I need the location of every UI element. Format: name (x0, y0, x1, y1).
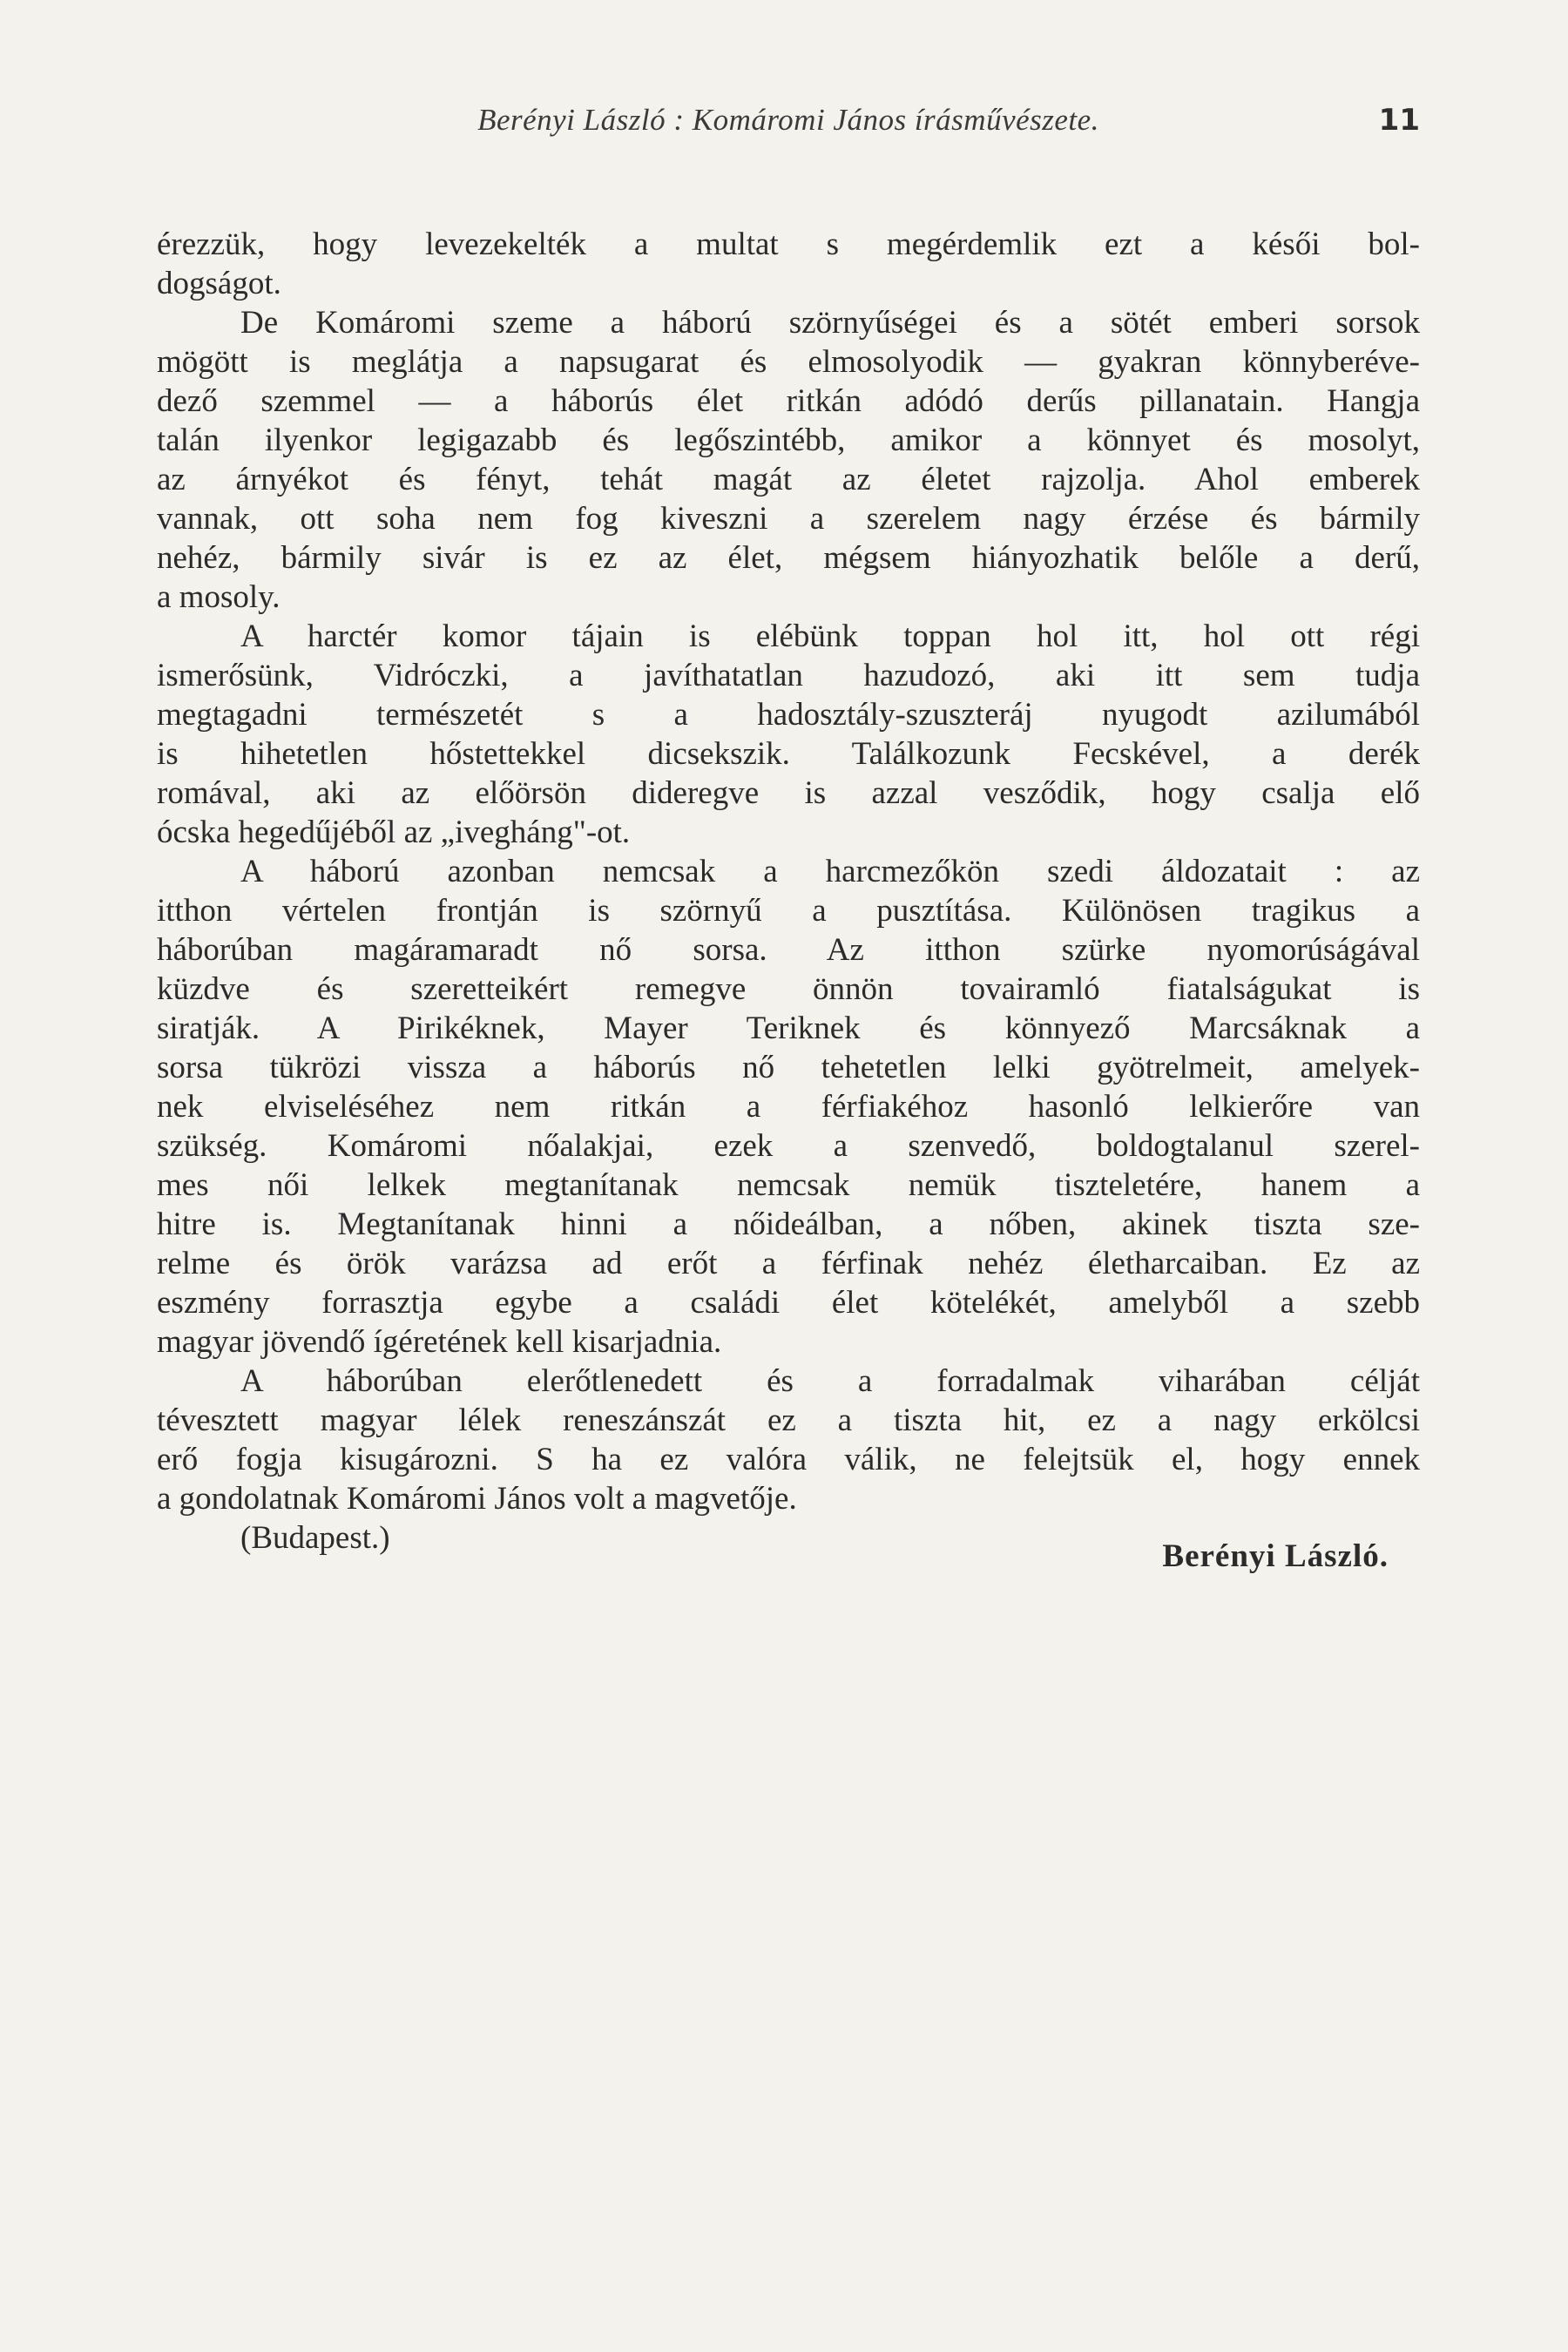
text-line: megtagadni természetét s a hadosztály-szuszteráj nyugodt azilumából (157, 697, 1420, 733)
text-line: vannak, ott soha nem fog kiveszni a szerelem nagy érzése és bármily (157, 501, 1420, 537)
text-line: relme és örök varázsa ad erőt a férfinak nehéz életharcaiban. Ez az (157, 1246, 1420, 1281)
text-line: az árnyékot és fényt, tehát magát az életet rajzolja. Ahol emberek (157, 462, 1420, 497)
text-line: hitre is. Megtanítanak hinni a nőideálban, a nőben, akinek tiszta sze- (157, 1206, 1420, 1242)
text-line: a mosoly. (157, 579, 280, 615)
text-line: érezzük, hogy levezekelték a multat s megérdemlik ezt a késői bol- (157, 226, 1420, 262)
text-line: A harctér komor tájain is elébünk toppan hol itt, hol ott régi (240, 618, 1420, 654)
text-line: háborúban magáramaradt nő sorsa. Az itthon szürke nyomorúságával (157, 932, 1420, 968)
text-line: dogságot. (157, 266, 281, 301)
text-line: is hihetetlen hőstettekkel dicsekszik. Találkozunk Fecskével, a derék (157, 736, 1420, 772)
text-line: nek elviseléséhez nem ritkán a férfiakéhoz hasonló lelkierőre van (157, 1089, 1420, 1125)
text-line: mögött is meglátja a napsugarat és elmosolyodik — gyakran könnyberéve- (157, 344, 1420, 380)
text-line: ismerősünk, Vidróczki, a javíthatatlan hazudozó, aki itt sem tudja (157, 658, 1420, 693)
text-line: A háború azonban nemcsak a harcmezőkön szedi áldozatait : az (240, 854, 1420, 889)
text-line: ócska hegedűjéből az „ivegháng"-ot. (157, 814, 631, 850)
body-text (157, 225, 1420, 1558)
text-line: A háborúban elerőtlenedett és a forradalmak viharában célját (240, 1363, 1420, 1399)
page-number: 11 (1378, 103, 1420, 138)
text-line: (Budapest.) (240, 1520, 390, 1556)
text-line: dező szemmel — a háborús élet ritkán adódó derűs pillanatain. Hangja (157, 383, 1420, 419)
text-line: talán ilyenkor legigazabb és legőszintébb, amikor a könnyet és mosolyt, (157, 422, 1420, 458)
author-signature: Berényi László. (1162, 1538, 1389, 1574)
text-line: eszmény forrasztja egybe a családi élet kötelékét, amelyből a szebb (157, 1285, 1420, 1321)
running-title: Berényi László : Komáromi János írásművészete. (477, 103, 1099, 137)
text-line: De Komáromi szeme a háború szörnyűségei és a sötét emberi sorsok (240, 305, 1420, 341)
text-line: erő fogja kisugározni. S ha ez valóra válik, ne felejtsük el, hogy ennek (157, 1442, 1420, 1477)
text-line: szükség. Komáromi nőalakjai, ezek a szenvedő, boldogtalanul szerel- (157, 1128, 1420, 1164)
text-line: tévesztett magyar lélek reneszánszát ez a tiszta hit, ez a nagy erkölcsi (157, 1402, 1420, 1438)
text-line: romával, aki az előörsön dideregve is azzal vesződik, hogy csalja elő (157, 775, 1420, 811)
text-line: itthon vértelen frontján is szörnyű a pusztítása. Különösen tragikus a (157, 893, 1420, 929)
running-head (157, 103, 1420, 146)
text-line: a gondolatnak Komáromi János volt a magvetője. (157, 1481, 797, 1517)
text-line: siratják. A Pirikéknek, Mayer Teriknek és könnyező Marcsáknak a (157, 1010, 1420, 1046)
text-line: magyar jövendő ígéretének kell kisarjadnia. (157, 1324, 722, 1360)
text-line: mes női lelkek megtanítanak nemcsak nemük tiszteletére, hanem a (157, 1167, 1420, 1203)
text-line: küzdve és szeretteikért remegve önnön tovairamló fiatalságukat is (157, 971, 1420, 1007)
text-line: sorsa tükrözi vissza a háborús nő tehetetlen lelki gyötrelmeit, amelyek- (157, 1050, 1420, 1085)
text-line: nehéz, bármily sivár is ez az élet, mégsem hiányozhatik belőle a derű, (157, 540, 1420, 576)
